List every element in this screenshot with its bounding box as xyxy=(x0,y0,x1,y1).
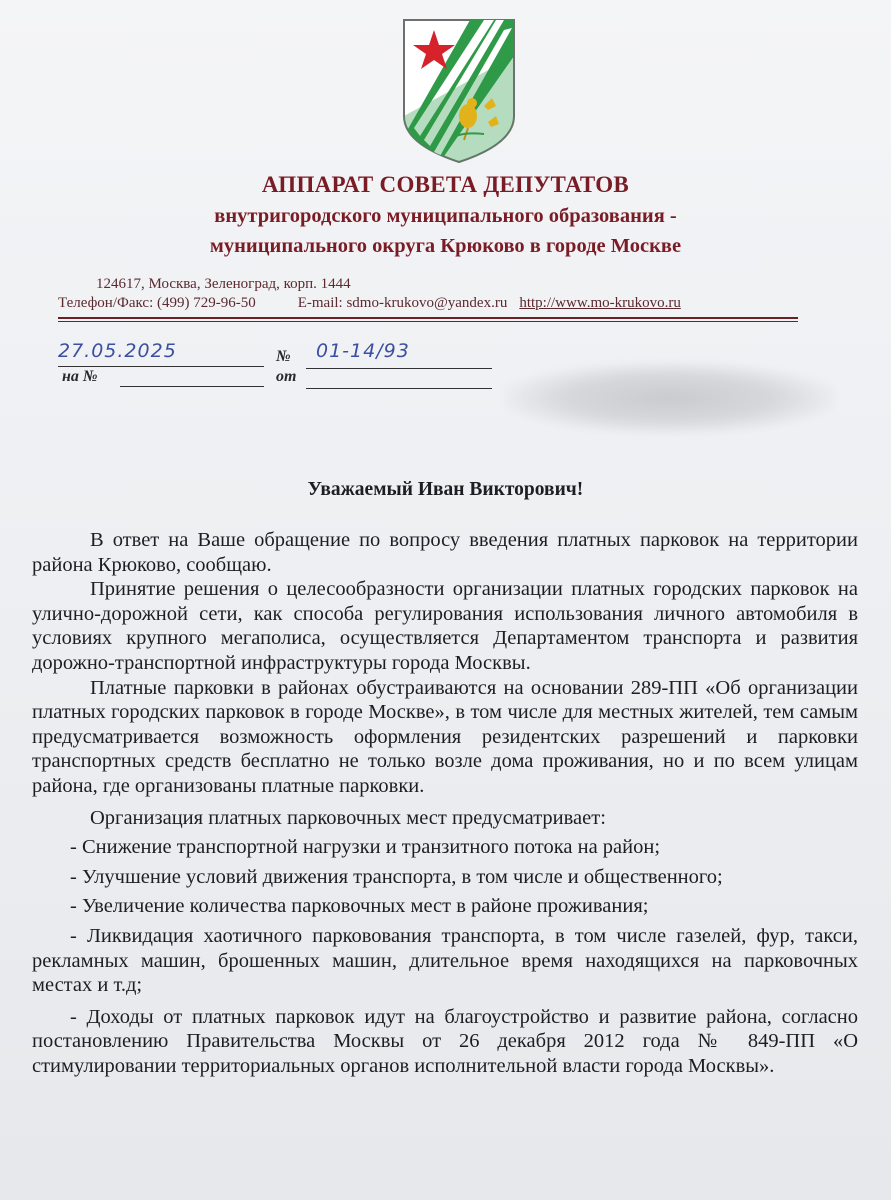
org-title: АППАРАТ СОВЕТА ДЕПУТАТОВ xyxy=(261,172,630,197)
reference-label: на № xyxy=(62,368,98,385)
letter-body xyxy=(32,528,858,1078)
org-subtitle-line-1: внутригородского муниципального образования - xyxy=(214,205,677,227)
from-line xyxy=(306,388,492,389)
list-item: - Доходы от платных парковок идут на благоустройство и развитие района, согласно постановлению Правительства Москвы от 26 декабря 2012 года № 849-ПП «О стимулировании территориальных органов исполнительной власти города Москвы». xyxy=(32,1005,858,1077)
list-item: - Увеличение количества парковочных мест в районе проживания; xyxy=(70,895,649,918)
redacted-addressee xyxy=(505,362,835,434)
number-line xyxy=(306,368,492,369)
handwritten-date: 27.05.2025 xyxy=(58,340,177,362)
date-line xyxy=(58,366,264,367)
number-label: № xyxy=(276,348,291,365)
header-rule-thick xyxy=(58,317,798,319)
handwritten-number: 01-14/93 xyxy=(316,340,410,362)
website-link[interactable]: http://www.mo-krukovo.ru xyxy=(519,295,681,311)
paragraph: Принятие решения о целесообразности организации платных городских парковок на улично-дорожной сети, как способа регулирования использования личного автомобиля в условиях крупного мегаполиса, осуществляется Департаментом транспорта и развития дорожно-транспортной инфраструктуры города Москвы. xyxy=(32,578,858,674)
org-subtitle-line-2: муниципального округа Крюково в городе Москве xyxy=(209,235,682,257)
list-item: - Снижение транспортной нагрузки и транзитного потока на район; xyxy=(70,836,661,859)
paragraph: В ответ на Ваше обращение по вопросу введения платных парковок на территории района Крюково, сообщаю. xyxy=(32,529,858,576)
from-label: от xyxy=(276,368,297,385)
paragraph: Платные парковки в районах обустраиваются на основании 289-ПП «Об организации платных городских парковок в городе Москве», в том числе для местных жителей, тем самым предусматривается возможность оформления резидентских разрешений и парковки транспортных средств бесплатно не только возле дома проживания, но и по всем улицам района, где организованы платные парковки. xyxy=(32,676,858,797)
krukovo-coat-of-arms-icon xyxy=(400,16,518,166)
header-rule-thin xyxy=(58,321,798,322)
salutation: Уважаемый Иван Викторович! xyxy=(307,479,584,500)
reference-line xyxy=(120,386,264,387)
list-item: - Ликвидация хаотичного парковования транспорта, в том числе газелей, фур, такси, рекламных машин, брошенных машин, длительное время находящихся на парковочных местах и т.д; xyxy=(32,924,858,997)
postal-address: 124617, Москва, Зеленоград, корп. 1444 xyxy=(96,276,351,292)
phone-fax: Телефон/Факс: (499) 729-96-50 xyxy=(58,295,256,311)
email-address[interactable]: E-mail: sdmo-krukovo@yandex.ru xyxy=(297,295,508,311)
paragraph: Организация платных парковочных мест предусматривает: xyxy=(90,806,606,829)
contact-line xyxy=(58,295,681,312)
list-item: - Улучшение условий движения транспорта, в том числе и общественного; xyxy=(70,865,723,888)
